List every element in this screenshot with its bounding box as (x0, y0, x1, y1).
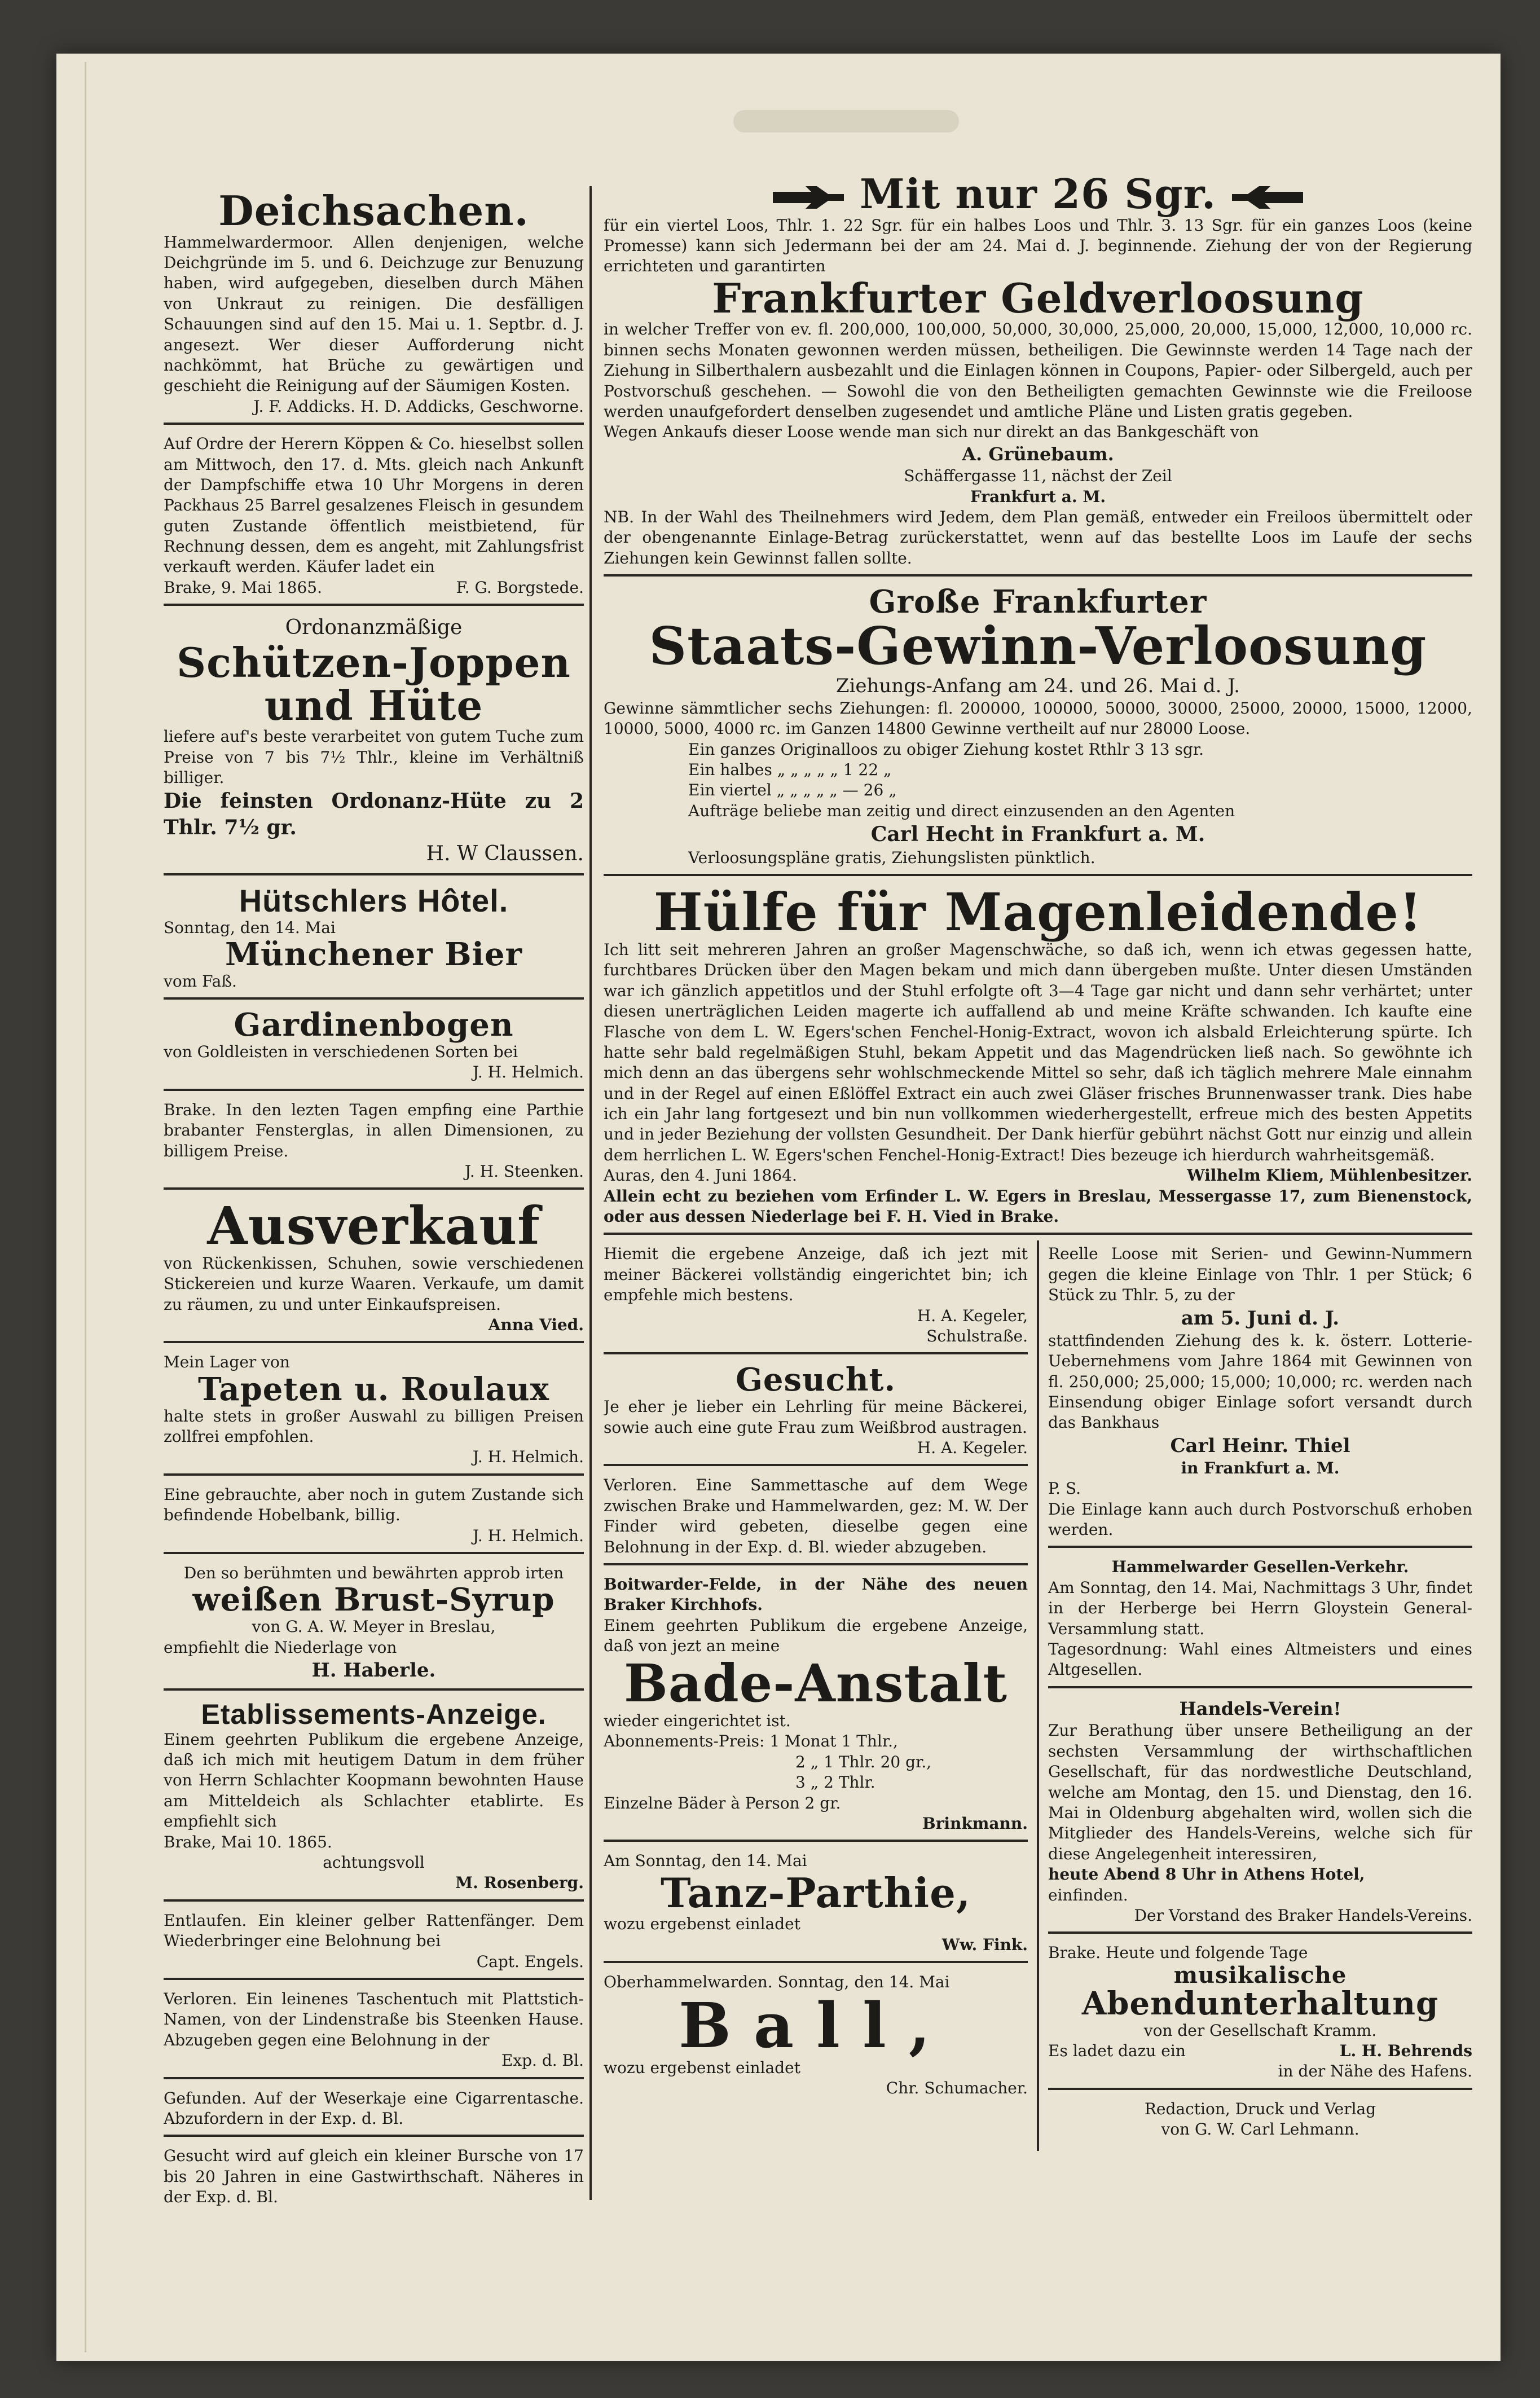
ad-syrup (164, 1560, 584, 1691)
ad-title: Hülfe für Magenleidende! (653, 882, 1423, 943)
ad-sammettasche (604, 1472, 1028, 1565)
ad-signature: J. H. Helmich. (472, 1526, 584, 1545)
ad-title: Gesucht. (736, 1361, 896, 1399)
ad-title: Ball, (678, 1988, 953, 2062)
ad-ps-body: Die Einlage kann auch durch Postvorschuß erhoben werden. (1048, 1499, 1472, 1539)
ad-tanz (604, 1847, 1028, 1963)
ad-signature: H. W Claussen. (426, 842, 584, 865)
ad-signature-2: Schulstraße. (926, 1326, 1028, 1345)
page-edge (62, 62, 86, 2352)
ad-signature: M. Rosenberg. (455, 1873, 584, 1893)
ad-body: Zur Berathung über unsere Betheiligung an der sechsten Versammlung der wirthschaftlichen Gesellschaft, für das nordwestliche Deutschland, welche am Montag, den 15. und Dienstag, den 16. Mai in Oldenburg abgehalten wird, wollen sich die Mitglieder des Handels-Vereins, welche sich für diese Angelegenheit interessiren, (1048, 1721, 1472, 1863)
ad-tail: Verloosungspläne gratis, Ziehungslisten pünktlich. (688, 848, 1095, 867)
ad-tail: vom Faß. (164, 971, 237, 991)
ad-title: Hammelwarder Gesellen-Verkehr. (1111, 1557, 1409, 1577)
ad-place: Auras, den 4. Juni 1864. (604, 1166, 797, 1185)
ad-body: Auf Ordre der Herern Köppen & Co. hieselbst sollen am Mittwoch, den 17. d. Mts. gleich nach Ankunft der Dampfschiffe etwa 10 Uhr Morgens in deren Packhaus 25 Barrel gesalzenes Fleisch in gesundem guten Zustande öffentlich meistbietend, für Rechnung dessen, dem es angeht, mit Zahlungsfrist verkauft werden. Käufer ladet ein (164, 434, 584, 577)
ad-ps: P. S. (1048, 1479, 1081, 1498)
ad-body: Am Sonntag, den 14. Mai, Nachmittags 3 Uhr, findet in der Herberge bei Herrn Gloystein General-Versammlung statt. (1048, 1578, 1472, 1638)
ad-line: von der Gesellschaft Kramm. (1143, 2021, 1377, 2040)
right-bottom-left (604, 1240, 1039, 2151)
ad-title: Handels-Verein! (1179, 1697, 1341, 1719)
ad-date: am 5. Juni d. J. (1181, 1306, 1340, 1330)
ad-body: Brake. In den lezten Tagen empfing eine Parthie brabanter Fensterglas, in allen Dimensionen, zu billigem Preise. (164, 1100, 584, 1160)
ad-title: Etablissements-Anzeige. (201, 1699, 547, 1731)
ad-abendunterhaltung (1048, 1939, 1472, 2089)
ad-kegeler-baeckerei (604, 1240, 1028, 1354)
ad-signature: Brinkmann. (922, 1814, 1028, 1833)
ad-price-3: Ein viertel „ „ „ „ „ — 26 „ (688, 781, 897, 800)
ad-line: heute Abend 8 Uhr in Athens Hotel, (1048, 1865, 1365, 1884)
ad-title: Deichsachen. (218, 187, 529, 235)
ad-city: in Frankfurt a. M. (1181, 1458, 1340, 1477)
ad-signature: H. A. Kegeler. (917, 1438, 1028, 1457)
ad-body: Einem geehrten Publikum die ergebene Anzeige, daß ich mich mit heutigem Datum in dem früher von Herrn Schlachter Koopmann bewohnten Hause am Mitteldeich als Schlachter etablirte. Es empfiehlt sich (164, 1730, 584, 1831)
ad-ball (604, 1969, 1028, 2105)
ad-place: Brake, 9. Mai 1865. (164, 578, 322, 597)
ad-staats (604, 582, 1472, 876)
ad-firm: Carl Heinr. Thiel (1170, 1434, 1350, 1457)
ad-taschentuch (164, 1986, 584, 2079)
ad-title-2: Abendunterhaltung (1081, 1985, 1439, 2022)
ad-signature: L. H. Behrends (1339, 2041, 1472, 2060)
ad-body: Entlaufen. Ein kleiner gelber Rattenfänger. Dem Wiederbringer eine Belohnung bei (164, 1911, 584, 1951)
ad-signature: J. H. Steenken. (464, 1161, 584, 1181)
ad-footer: Allein echt zu beziehen vom Erfinder L. W. Egers in Breslau, Messergasse 17, zum Bienenstock, oder aus dessen Niederlage bei F. H. Vied in Brake. (604, 1186, 1472, 1226)
paper-stain (733, 110, 959, 133)
ad-firm: A. Grünebaum. (962, 443, 1114, 465)
ad-signature: H. Haberle. (311, 1658, 436, 1682)
ad-signature-2: in der Nähe des Hafens. (1278, 2062, 1472, 2081)
ad-body: von Rückenkissen, Schuhen, sowie verschiedenen Stickereien und kurze Waaren. Verkaufe, um damit zu räumen, zu und unter Einkaufspreisen. (164, 1253, 584, 1314)
ad-invite: Es ladet dazu ein (1048, 2041, 1186, 2060)
ad-title: Bade-Anstalt (623, 1653, 1008, 1714)
ad-price-3: 3 „ 2 Thlr. (795, 1773, 875, 1792)
ad-line: von G. A. W. Meyer in Breslau, (252, 1617, 496, 1636)
ad-body: Gewinne sämmtlicher sechs Ziehungen: fl. 200000, 100000, 50000, 30000, 25000, 20000, 15000, 12000, 10000, 5000, 4000 rc. im Ganzen 14800 Gewinne vertheilt auf nur 28000 Loose. (604, 698, 1472, 738)
ad-body: in welcher Treffer von ev. fl. 200,000, 100,000, 50,000, 30,000, 25,000, 20,000, 15,000, 12,000, 10,000 rc. binnen sechs Monaten gewonnen werden müssen, betheiligen. Die Gewinnste werden 14 Tage nach der Ziehung in Silberthalern ausbezahlt und die Einlagen können in Coupons, Papier- oder Silbergeld, auch per Postvorschuß geschehen. — Sowohl die von den Betheiligten gemachten Gewinnste wie die Freiloose werden unaufgefordert denselben zugesendet und amtliche Pläne und Listen gratis gegeben. (604, 320, 1472, 421)
ad-huetschler (164, 881, 584, 1000)
ad-gesucht (604, 1360, 1028, 1466)
ad-price-2: Ein halbes „ „ „ „ „ 1 22 „ (688, 760, 892, 779)
column-rule (589, 186, 592, 2200)
ad-body: von Goldleisten in verschiedenen Sorten bei (164, 1042, 518, 1061)
ad-title: Ausverkauf (207, 1195, 540, 1257)
ad-loos (604, 169, 1472, 577)
ad-head: Oberhammelwarden. Sonntag, den 14. Mai (604, 1973, 950, 1992)
ad-date: Ziehungs-Anfang am 24. und 26. Mai d. J. (835, 674, 1240, 697)
ad-title: Tapeten u. Roulaux (197, 1370, 550, 1408)
ad-body-2: Tagesordnung: Wahl eines Altmeisters und eines Altgesellen. (1048, 1640, 1472, 1679)
ad-price-1: Ein ganzes Originalloos zu obiger Ziehung kostet Rthlr 3 13 sgr. (688, 740, 1204, 759)
ad-body: halte stets in großer Auswahl zu billigen Preisen zollfrei empfohlen. (164, 1406, 584, 1446)
ad-body: Reelle Loose mit Serien- und Gewinn-Nummern gegen die kleine Einlage von Thlr. 1 per Stück; 6 Stück zu Thlr. 5, zu der (1048, 1244, 1472, 1305)
ad-line: wieder eingerichtet ist. (604, 1711, 791, 1731)
ad-agent: Carl Hecht in Frankfurt a. M. (870, 822, 1205, 847)
ad-signature: Exp. d. Bl. (501, 2051, 584, 2070)
ad-body: Eine gebrauchte, aber noch in gutem Zustande sich befindende Hobelbank, billig. (164, 1485, 584, 1525)
ad-title-2: Frankfurter Geldverloosung (712, 274, 1364, 322)
ad-gesellen (1048, 1554, 1472, 1688)
ad-title: Schützen-Joppen (177, 639, 571, 687)
ad-title: musikalische (1173, 1961, 1347, 1988)
ad-address: Schäffergasse 11, nächst der Zeil (904, 467, 1172, 486)
ad-body: Gefunden. Auf der Weserkaje eine Cigarrentasche. Abzufordern in der Exp. d. Bl. (164, 2088, 584, 2128)
ad-title: Große Frankfurter (869, 583, 1207, 621)
ad-body: Je eher je lieber ein Lehrling für meine Bäckerei, sowie auch eine gute Frau zum Weißbrod austragen. (604, 1397, 1028, 1437)
ad-body: Ich litt seit mehreren Jahren an großer Magenschwäche, so daß ich, wenn ich etwas gegessen hatte, furchtbares Drücken über den Magen bekam und mich dann übergeben mußte. Unter diesen Umständen war ich gänzlich appetitlos und der Stuhl erfolgte oft 3—4 Tage gar nicht und dann sehr verhärtet; unter diesen unerträglichen Leiden magerte ich auffallend ab und meine Kräfte schwanden. Ich kaufte eine Flasche von dem L. W. Egers'schen Fenchel-Honig-Extract, wovon ich alsbald Erleichterung spürte. Ich hatte sehr bald regelmäßigen Stuhl, bekam Appetit und das Magendrücken ließ nach. So gewöhnte ich mich denn an das übergens sehr wohlschmeckende Mittel so sehr, daß ich täglich mehrere Male einnahm und in der Regel auf einen Eßlöffel Extract ein auch zwei Gläser frisches Brunnenwasser trank. Dies habe ich ein Jahr lang fortgesezt und bin nun vollkommen wiederhergestellt, erfreue mich des besten Appetits und in jeder Beziehung der vollsten Gesundheit. Der Dank hierfür gebührt nächst Gott nur einzig und allein dem herrlichen L. W. Egers'schen Fenchel-Honig-Extract! Dies bezeuge ich hierdurch wahrheitsgemäß. (604, 940, 1472, 1164)
impressum-line-1: Redaction, Druck und Verlag (1144, 2099, 1376, 2118)
ad-city: Frankfurt a. M. (970, 487, 1106, 506)
ad-signature: J. H. Helmich. (472, 1447, 584, 1467)
ad-pre: Brake. Heute und folgende Tage (1048, 1943, 1308, 1963)
ad-signature: J. F. Addicks. H. D. Addicks, Geschworne. (253, 397, 584, 416)
ad-ausverkauf (164, 1195, 584, 1343)
ad-title-row (604, 170, 1472, 218)
ad-body: empfiehlt die Niederlage von (164, 1638, 397, 1657)
right-bottom-columns (604, 1240, 1472, 2151)
impressum-line-2: von G. W. Carl Lehmann. (1161, 2120, 1359, 2139)
ad-body: Hammelwardermoor. Allen denjenigen, welche Deichgründe im 5. und 6. Deichzuge zur Benuzung haben, wird aufgegeben, dieselben durch Mähen von Unkraut zu reinigen. Die desfälligen Schauungen sind auf den 15. Mai u. 1. Septbr. d. J. angesezt. Wer dieser Aufforderung nicht nachkömmt, hat Brüche zu gewärtigen und geschieht die Reinigung auf der Säumigen Kosten. (164, 232, 584, 395)
ad-handels (1048, 1694, 1472, 1934)
ad-title: Mit nur 26 Sgr. (859, 170, 1217, 218)
ad-thiel (1048, 1240, 1472, 1548)
ad-body: Hiemit die ergebene Anzeige, daß ich jezt mit meiner Bäckerei vollständig eingerichtet bin; ich empfehle mich bestens. (604, 1244, 1028, 1305)
ad-title-2: und Hüte (264, 681, 483, 729)
ad-hobelbank (164, 1481, 584, 1554)
ad-signature: Wilhelm Kliem, Mühlenbesitzer. (1187, 1166, 1472, 1185)
ad-signature: Der Vorstand des Braker Handels-Vereins. (1134, 1906, 1472, 1925)
ad-intro: Einem geehrten Publikum die ergebene Anzeige, daß von jezt an meine (604, 1616, 1028, 1656)
ad-line: Aufträge beliebe man zeitig und direct einzusenden an den Agenten (688, 801, 1235, 820)
ad-pre: Mein Lager von (164, 1353, 290, 1372)
ad-title-2: Staats-Gewinn-Verloosung (649, 615, 1427, 677)
ad-body: Verloren. Ein leinenes Taschentuch mit Plattstich-Namen, von der Lindenstraße bis Steenken Hause. Abzugeben gegen eine Belohnung in der (164, 1989, 584, 2049)
ad-intro: für ein viertel Loos, Thlr. 1. 22 Sgr. für ein halbes Loos und Thlr. 3. 13 Sgr. für ein ganzes Loos (keine Promesse) kann sich Jedermann bei der am 24. Mai d. J. beginnende. Ziehung der von der Regierung errichteten und garantirten (604, 215, 1472, 276)
ad-pre: Den so berühmten und bewährten approb irten (183, 1563, 564, 1582)
ad-bursche (164, 2142, 584, 2213)
ad-signature: Capt. Engels. (476, 1952, 584, 1971)
ad-date: Am Sonntag, den 14. Mai (604, 1851, 807, 1871)
ad-signature: Ww. Fink. (941, 1935, 1028, 1954)
ad-title: Tanz-Parthie, (660, 1868, 971, 1917)
ad-tapeten (164, 1349, 584, 1475)
ad-body: liefere auf's beste verarbeitet von gutem Tuche zum Preise von 7 bis 7½ Thlr., kleine im Verhältniß billiger. (164, 727, 584, 787)
ad-signature: F. G. Borgstede. (456, 578, 584, 597)
right-column (604, 169, 1472, 2228)
ad-cigarren (164, 2085, 584, 2137)
ad-line: wozu ergebenst einladet (604, 1915, 800, 1934)
ad-etablissement (164, 1696, 584, 1902)
ad-line: Wegen Ankaufs dieser Loose wende man sich nur direkt an das Bankgeschäft von (604, 423, 1259, 442)
ad-rattenfaenger (164, 1907, 584, 1980)
pointing-hand-left-icon (1231, 184, 1304, 211)
ad-offer: Die feinsten Ordonanz-Hüte zu 2 Thlr. 7½ gr. (164, 789, 584, 840)
ad-fensterglas (164, 1097, 584, 1190)
ad-signature: Anna Vied. (488, 1315, 584, 1335)
ad-title: Hütschlers Hôtel. (239, 882, 509, 918)
ad-line-2: einfinden. (1048, 1885, 1128, 1904)
ad-joppen (164, 611, 584, 875)
ad-price-1: Abonnements-Preis: 1 Monat 1 Thlr., (604, 1732, 898, 1751)
ad-title: Gardinenbogen (234, 1006, 514, 1044)
ad-deichsachen (164, 186, 584, 425)
ad-pre: Ordonanzmäßige (285, 616, 463, 640)
pointing-hand-right-icon (772, 184, 845, 211)
ad-note: NB. In der Wahl des Theilnehmers wird Jedem, dem Plan gemäß, entweder ein Freiloos übermittelt oder der obengenannte Einlage-Betrag zurückerstattet, wenn auf das bestellte Loos im Laufe der sechs Ziehungen kein Gewinnst fallen sollte. (604, 508, 1472, 567)
ad-body-2: stattfindenden Ziehung des k. k. österr. Lotterie-Uebernehmens vom Jahre 1864 mit Gewinnen von fl. 250,000; 25,000; 15,000; 10,000; rc. werden nach Einsendung obiger Einlage sofort versandt durch das Bankhaus (1048, 1331, 1472, 1432)
ad-pre: Boitwarder-Felde, in der Nähe des neuen Braker Kirchhofs. (604, 1574, 1028, 1614)
right-bottom-right (1039, 1240, 1472, 2151)
ad-gardinen (164, 1005, 584, 1091)
ad-single: Einzelne Bäder à Person 2 gr. (604, 1793, 841, 1812)
ad-koeppen (164, 430, 584, 606)
ad-signature: H. A. Kegeler, (917, 1306, 1028, 1325)
ad-bade (604, 1571, 1028, 1842)
left-column (164, 186, 584, 2217)
ad-body: Verloren. Eine Sammettasche auf dem Wege zwischen Brake und Hammelwarden, gez: M. W. Der Finder wird gebeten, dieselbe gegen eine Belohnung in der Exp. d. Bl. wieder abzugeben. (604, 1476, 1028, 1556)
ad-body: Gesucht wird auf gleich ein kleiner Bursche von 17 bis 20 Jahren in eine Gastwirthschaft. Näheres in der Exp. d. Bl. (164, 2146, 584, 2207)
ad-closing: achtungsvoll (323, 1853, 425, 1872)
ad-signature: Chr. Schumacher. (886, 2079, 1028, 2098)
ad-price-2: 2 „ 1 Thlr. 20 gr., (795, 1752, 932, 1771)
ad-signature: J. H. Helmich. (472, 1063, 584, 1082)
ad-title-2: Münchener Bier (225, 935, 522, 973)
ad-date: Sonntag, den 14. Mai (164, 918, 336, 937)
ad-line: wozu ergebenst einladet (604, 2058, 800, 2078)
impressum (1048, 2096, 1472, 2146)
ad-place: Brake, Mai 10. 1865. (164, 1832, 332, 1851)
ad-magen (604, 882, 1472, 1235)
ad-title: weißen Brust-Syrup (192, 1581, 555, 1619)
